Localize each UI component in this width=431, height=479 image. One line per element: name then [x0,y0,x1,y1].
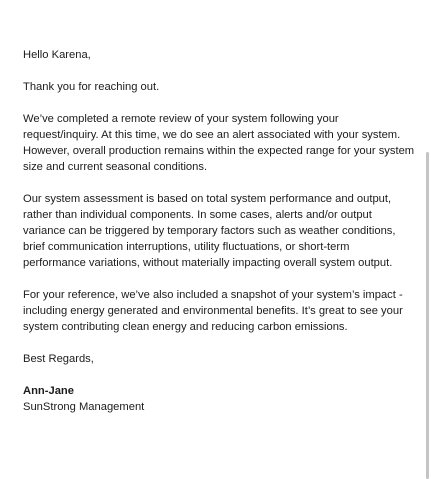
email-paragraph-assessment: Our system assessment is based on total system performance and output, rather than individual components. In some cases, alerts and/or output variance can be triggered by temporary factors such as weather conditions, brief communication interruptions, utility fluctuations, or short-term performance variations, without materially impacting overall system output. [23,193,396,269]
email-paragraph-review: We’ve completed a remote review of your system following your request/inquiry. At this time, we do see an alert associated with your system. However, overall production remains within the expected range for your system size and current seasonal conditions. [23,113,415,173]
email-intro: Thank you for reaching out. [23,81,160,93]
email-closing: Best Regards, [23,353,94,365]
signature-name: Ann-Jane [23,385,74,397]
email-greeting: Hello Karena, [23,49,91,61]
signature-organization: SunStrong Management [23,401,145,413]
email-paragraph-snapshot: For your reference, we’ve also included a snapshot of your system’s impact - including energy generated and environmental benefits. It’s great to see your system contributing clean energy and reducing carbon emissions. [23,289,403,333]
email-body [23,47,415,415]
vertical-scrollbar[interactable] [426,152,429,479]
